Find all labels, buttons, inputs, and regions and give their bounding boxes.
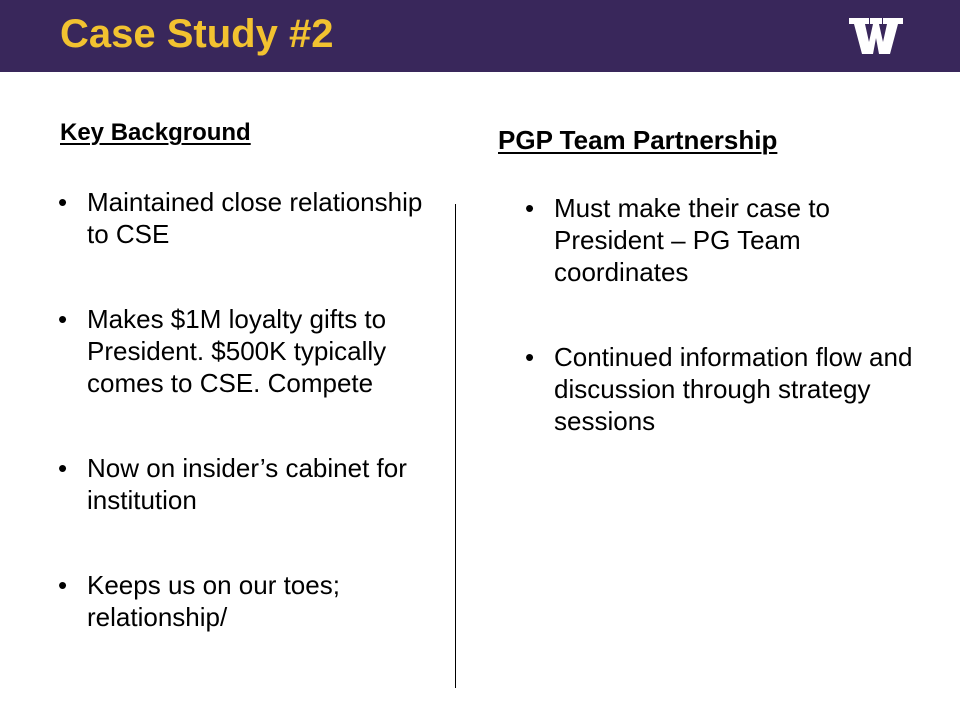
key-background-heading: Key Background (60, 119, 251, 146)
list-item (525, 192, 925, 288)
bullet-icon: • (58, 570, 68, 600)
pgp-team-partnership-heading: PGP Team Partnership (498, 125, 778, 155)
bullet-text: Keeps us on our toes; relationship/ (87, 570, 340, 632)
header-bar (0, 0, 960, 72)
bullet-text: Continued information flow and discussion through strategy sessions (554, 342, 913, 436)
list-item (58, 452, 428, 516)
list-item (58, 186, 428, 250)
list-item (58, 303, 428, 399)
bullet-icon: • (58, 304, 68, 334)
key-background-list (58, 186, 428, 686)
slide-title: Case Study #2 (60, 12, 334, 56)
bullet-icon: • (58, 453, 68, 483)
pgp-team-partnership-list (525, 192, 925, 490)
bullet-icon: • (525, 193, 535, 223)
bullet-icon: • (525, 342, 535, 372)
bullet-text: Maintained close relationship to CSE (87, 187, 423, 249)
column-divider (455, 204, 456, 688)
bullet-icon: • (58, 187, 68, 217)
bullet-text: Must make their case to President – PG Team coordinates (554, 193, 830, 287)
bullet-text: Makes $1M loyalty gifts to President. $500K typically comes to CSE. Compete (87, 304, 387, 398)
list-item (58, 569, 428, 633)
bullet-text: Now on insider’s cabinet for institution (87, 453, 407, 515)
uw-logo-icon (848, 16, 904, 56)
list-item (525, 341, 925, 437)
